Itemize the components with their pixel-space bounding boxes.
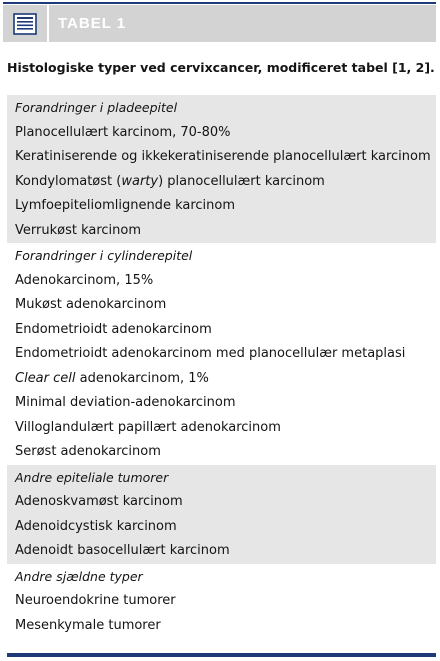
table-row: [7, 121, 436, 146]
row-text-italic: warty: [121, 173, 159, 189]
table-row: [7, 416, 436, 441]
row-text: Endometrioidt adenokarcinom: [15, 321, 212, 337]
group-heading-text: Andre epiteliale tumorer: [15, 469, 169, 485]
table-row: [7, 342, 436, 367]
row-text: Adenoidt basocellulært karcinom: [15, 543, 230, 558]
table-row: [7, 293, 436, 318]
table-label: TABEL 1: [58, 15, 127, 32]
table-row: [7, 219, 436, 244]
table-row: [7, 194, 436, 219]
table-row: [7, 145, 436, 170]
group-heading: [7, 466, 436, 491]
table-row: [7, 589, 436, 614]
group-heading-text: Forandringer i pladeepitel: [15, 100, 178, 115]
group-heading: [7, 96, 436, 121]
table-row: [7, 269, 436, 294]
histology-table: [7, 95, 436, 638]
row-text: Adenokarcinom, 15%: [15, 272, 154, 288]
table-group: [7, 95, 436, 243]
row-text: adenokarcinom, 1%: [75, 370, 209, 386]
bottom-rule: [7, 653, 436, 657]
group-heading: [7, 244, 436, 269]
row-text: Adenoidcystisk karcinom: [15, 518, 177, 534]
table-group: [7, 465, 436, 564]
row-text: Lymfoepiteliomlignende karcinom: [15, 198, 236, 213]
table-caption: Histologiske typer ved cervixcancer, modificeret tabel [1, 2].: [7, 60, 435, 75]
group-heading: [7, 565, 436, 590]
row-text: Neuroendokrine tumorer: [15, 593, 176, 608]
table-group: [7, 564, 436, 639]
table-row: [7, 515, 436, 540]
table-header-bar: [3, 5, 436, 42]
row-text: Serøst adenokarcinom: [15, 444, 161, 459]
row-text: Endometrioidt adenokarcinom med planocellulær metaplasi: [15, 346, 406, 361]
row-text: Kondylomatøst (: [15, 173, 122, 189]
row-text: Mesenkymale tumorer: [15, 617, 161, 633]
row-text: Verrukøst karcinom: [15, 222, 142, 238]
table-row: [7, 539, 436, 564]
top-rule: [3, 2, 436, 4]
table-row: [7, 170, 436, 195]
row-text-italic: Clear cell: [15, 370, 76, 386]
row-text: Planocellulært karcinom, 70-80%: [15, 124, 231, 140]
table-row: [7, 614, 436, 639]
table-row: [7, 367, 436, 392]
table-row: [7, 440, 436, 465]
table-row: [7, 391, 436, 416]
table-row: [7, 318, 436, 343]
row-text: Villoglandulært papillært adenokarcinom: [15, 419, 281, 435]
row-text: ) planocellulært karcinom: [158, 173, 325, 189]
row-text: Adenoskvamøst karcinom: [15, 494, 183, 509]
document-list-icon: [3, 5, 49, 42]
group-heading-text: Andre sjældne typer: [15, 568, 143, 584]
row-text: Minimal deviation-adenokarcinom: [15, 395, 236, 410]
row-text: Keratiniserende og ikkekeratiniserende planocellulært karcinom: [15, 149, 431, 164]
row-text: Mukøst adenokarcinom: [15, 297, 167, 312]
table-row: [7, 490, 436, 515]
group-heading-text: Forandringer i cylinderepitel: [15, 248, 193, 263]
table-group: [7, 243, 436, 465]
